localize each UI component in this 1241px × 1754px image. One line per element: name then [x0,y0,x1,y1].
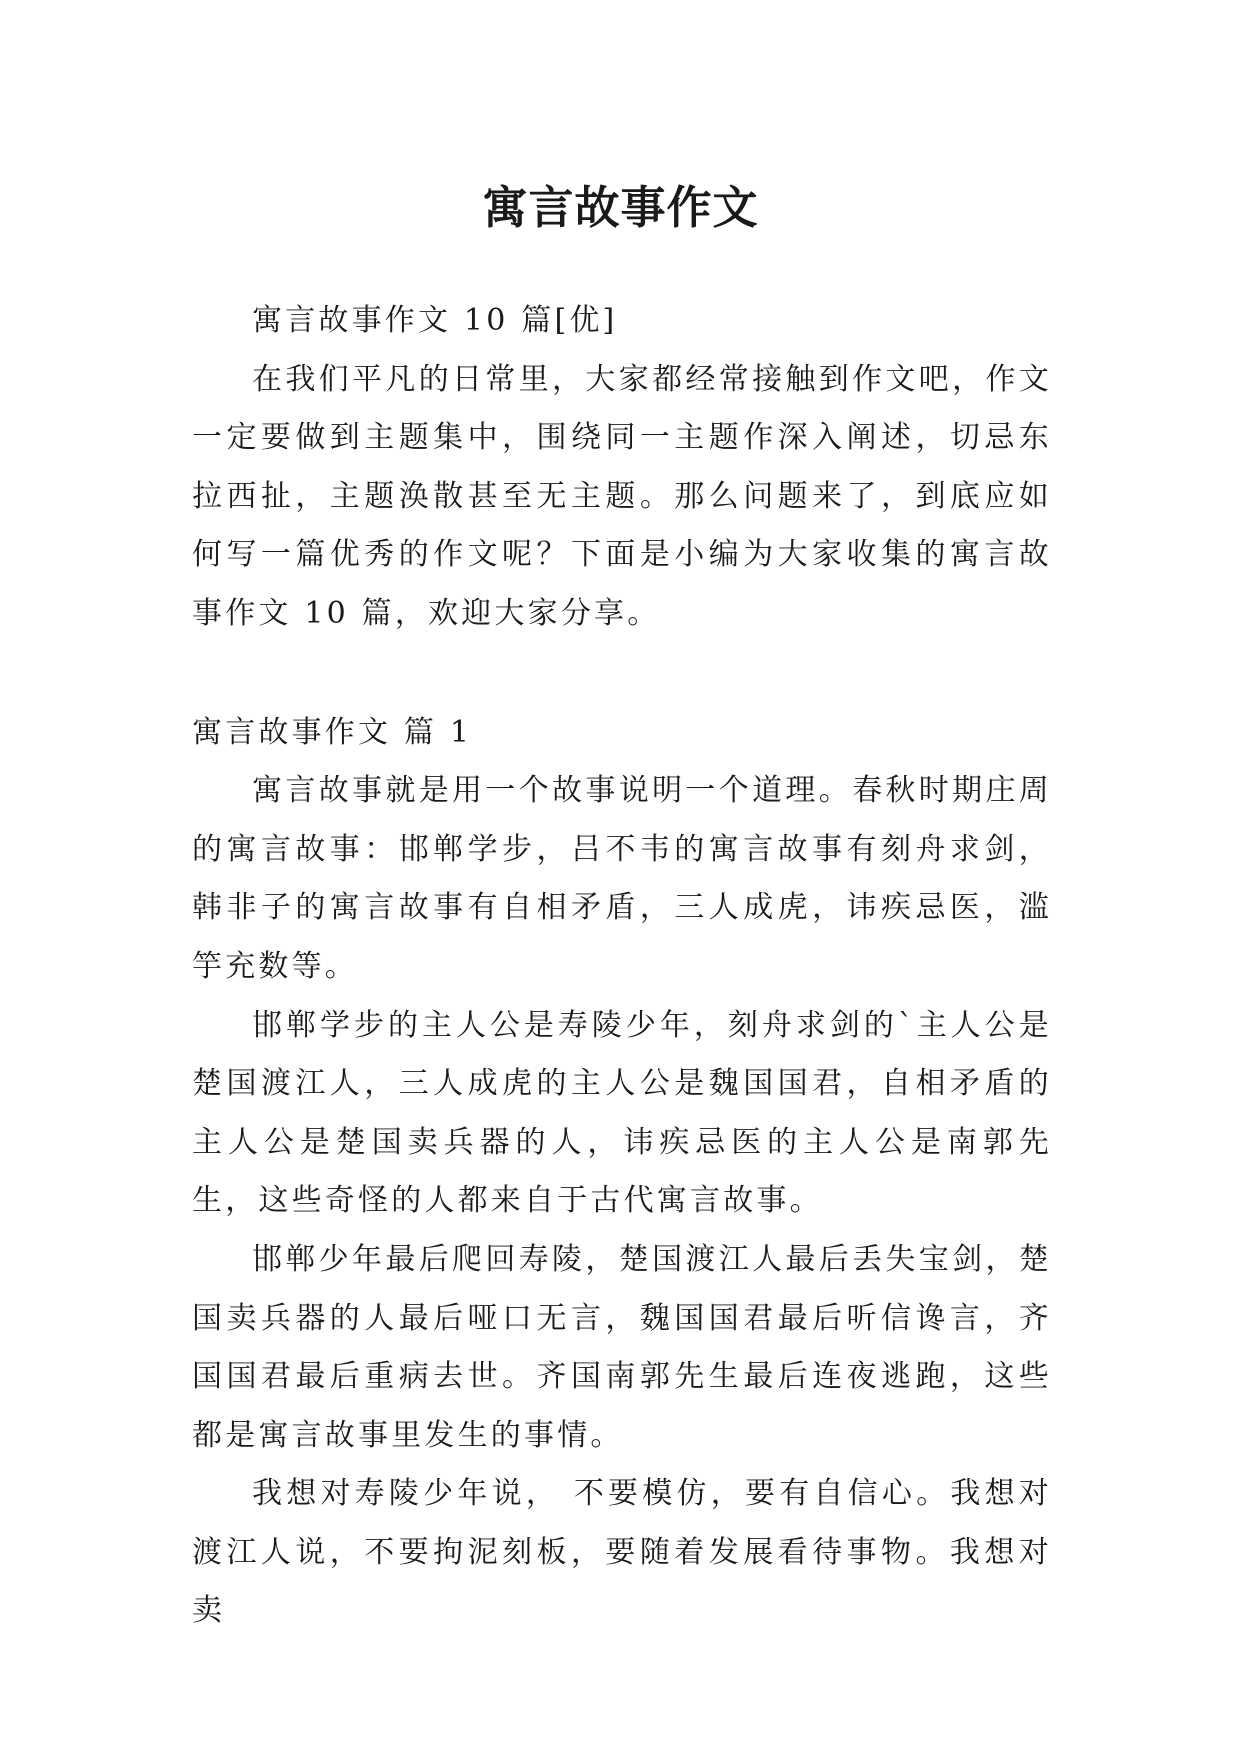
document-subtitle: 寓言故事作文 10 篇[优] [252,303,618,338]
document-body [192,292,1052,1641]
body-paragraph: 寓言故事就是用一个故事说明一个道理。春秋时期庄周的寓言故事：邯郸学步，吕不韦的寓言故事有刻舟求剑，韩非子的寓言故事有自相矛盾，三人成虎，讳疾忌医，滥竽充数等。 [192,773,1052,984]
document-title: 寓言故事作文 [482,181,759,235]
body-paragraph: 我想对寿陵少年说， 不要模仿，要有自信心。我想对渡江人说，不要拘泥刻板，要随着发展看待事物。我想对卖 [192,1476,1052,1629]
body-paragraph: 邯郸少年最后爬回寿陵，楚国渡江人最后丢失宝剑，楚国卖兵器的人最后哑口无言，魏国国君最后听信谗言，齐国国君最后重病去世。齐国南郭先生最后连夜逃跑，这些都是寓言故事里发生的事情。 [192,1241,1052,1453]
intro-paragraph: 在我们平凡的日常里，大家都经常接触到作文吧，作文一定要做到主题集中，围绕同一主题作深入阐述，切忌东拉西扯，主题涣散甚至无主题。那么问题来了，到底应如何写一篇优秀的作文呢？下面是小编为大家收集的寓言故事作文 10 篇，欢迎大家分享。 [192,361,1052,631]
body-paragraph: 邯郸学步的主人公是寿陵少年，刻舟求剑的`主人公是楚国渡江人，三人成虎的主人公是魏国国君，自相矛盾的主人公是楚国卖兵器的人，讳疾忌医的主人公是南郭先生，这些奇怪的人都来自于古代寓言故事。 [192,1007,1052,1219]
section-heading: 寓言故事作文 篇 1 [192,714,473,750]
